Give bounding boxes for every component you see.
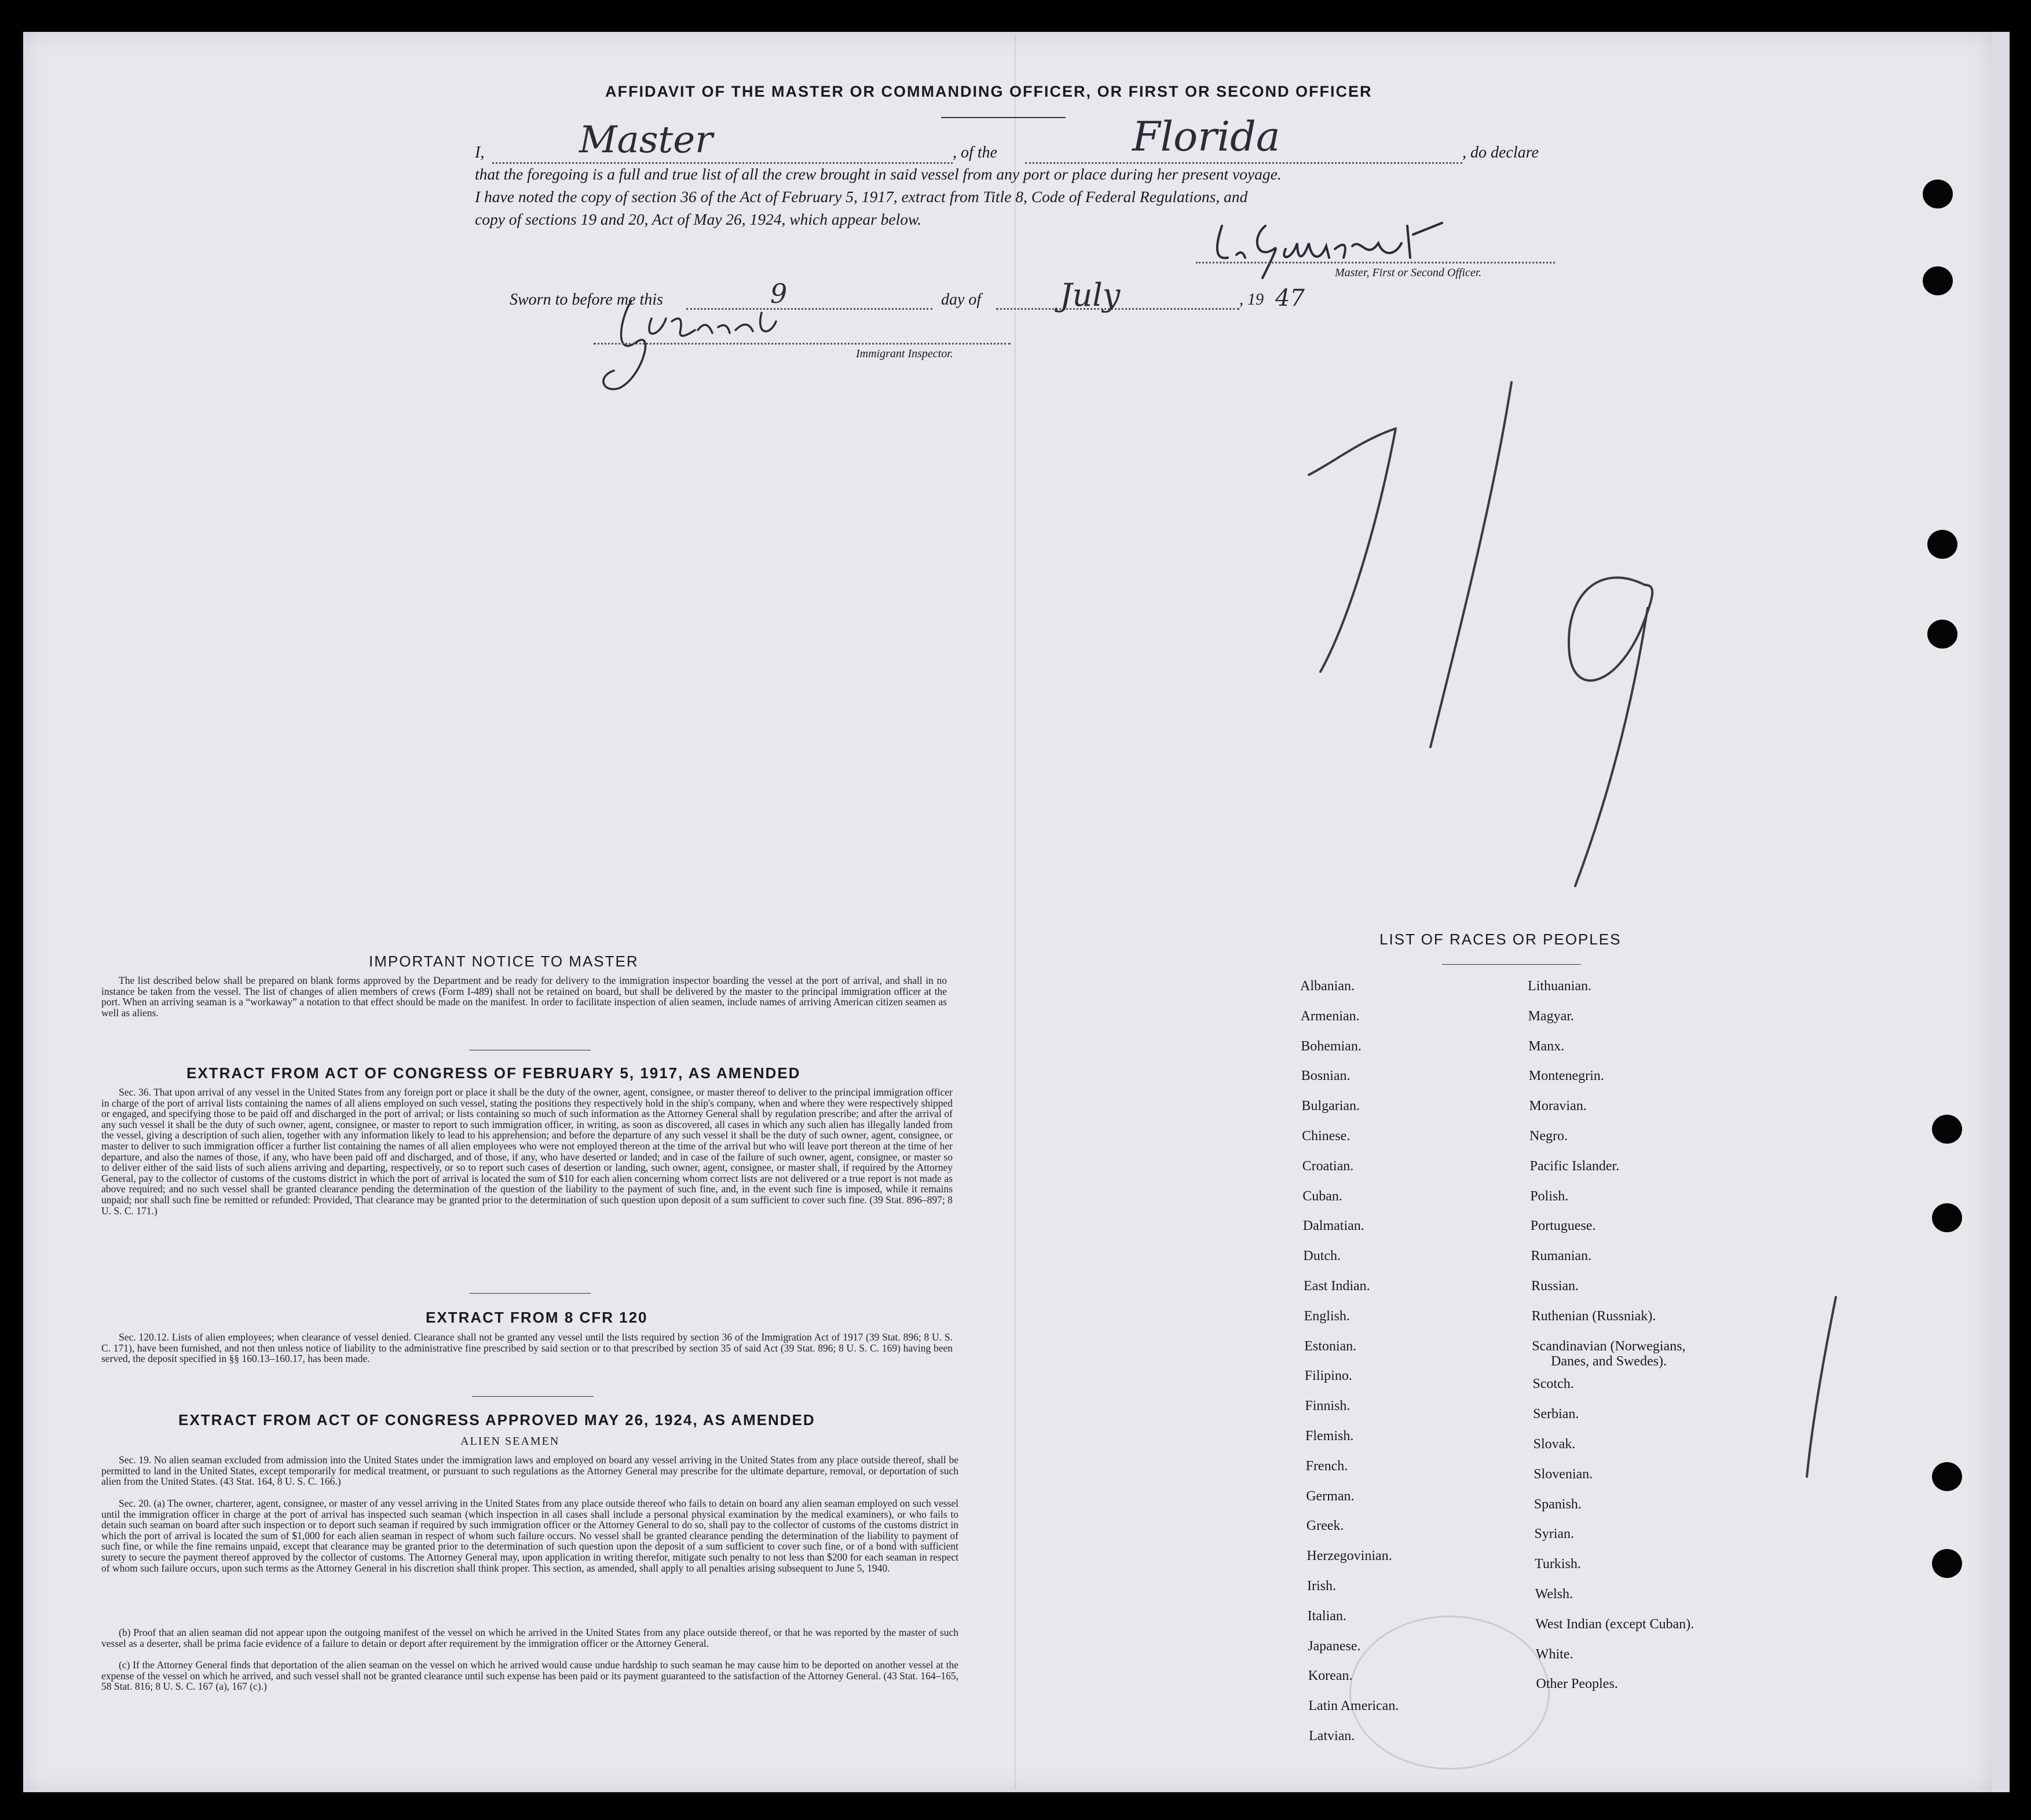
race-item: Estonian. <box>1304 1338 1357 1354</box>
race-item: Montenegrin. <box>1528 1068 1604 1084</box>
race-item: Pacific Islander. <box>1529 1158 1620 1174</box>
race-item: Magyar. <box>1528 1008 1574 1024</box>
notice-title: IMPORTANT NOTICE TO MASTER <box>369 953 639 970</box>
race-item: Japanese. <box>1308 1638 1361 1654</box>
races-rule <box>1442 964 1581 965</box>
punch-hole <box>1927 620 1957 649</box>
race-item: Ruthenian (Russniak). <box>1531 1308 1656 1324</box>
extract-1917-rule <box>469 1293 591 1294</box>
fold-line <box>1015 35 1016 1789</box>
race-item: Portuguese. <box>1530 1218 1596 1234</box>
inspector-caption: Immigrant Inspector. <box>856 347 953 360</box>
race-item: Negro. <box>1529 1129 1568 1144</box>
race-item: White. <box>1535 1646 1573 1662</box>
punch-hole <box>1932 1549 1962 1578</box>
race-item: Welsh. <box>1535 1587 1573 1602</box>
faded-stamp <box>1349 1616 1550 1770</box>
sec19-body: Sec. 19. No alien seaman excluded from admission into the United States under the immigration laws and employed on board any vessel arriving in the United States from any place outside thereof, shall be permitted to land in the United States, except temporarily for medical treatment, or pursuant to such regulations as the Attorney General may prescribe for the ultimate departure, removal, or deportation of such alien from the United States. (43 Stat. 164, 8 U. S. C. 166.) <box>101 1454 958 1488</box>
cfr-body: Sec. 120.12. Lists of alien employees; when clearance of vessel denied. Clearance shall not be granted any vessel until the lists required by section 36 of the Immigration Act of 1917 (39 Stat. 896; 8 U. S. C. 171), have been furnished, and not then unless notice of liability to the administrative fine prescribed by said section or to that prescribed by section 35 of said Act (39 Stat. 896; 8 U. S. C. 169) having been served, the deposit specified in §§ 160.13–160.17, has been made. <box>101 1331 953 1365</box>
race-item: Russian. <box>1531 1279 1579 1294</box>
punch-hole <box>1932 1203 1962 1232</box>
inspector-signature <box>597 295 805 394</box>
handwritten-mark-7-9 <box>1297 376 1691 898</box>
punch-hole <box>1932 1462 1962 1491</box>
affidavit-line3: I have noted the copy of section 36 of the Act of February 5, 1917, extract from Title 8, Code of Federal Regulations, and <box>475 188 1248 206</box>
race-item: Filipino. <box>1304 1368 1352 1384</box>
officer-handwritten: Master <box>579 119 713 162</box>
punch-hole <box>1927 530 1957 559</box>
race-item: Latin American. <box>1308 1698 1399 1714</box>
race-item: Cuban. <box>1302 1188 1342 1204</box>
race-item: Chinese. <box>1302 1129 1351 1144</box>
officer-fill <box>492 162 953 164</box>
sec20a-body: Sec. 20. (a) The owner, charterer, agent, consignee, or master of any vessel arriving in the United States from any place outside thereof who fails to detain on board any alien seaman employed on such vessel until the immigration officer in charge at the port of arrival has inspected such seaman (which inspection in all cases shall include a personal physical examination by the medical examiners), or who fails to detain such seaman on board after such inspection or to deport such seaman if required by such immigration officer or the Attorney General to do so, shall pay to the collector of customs of the customs district in which the port of arrival is located the sum of $1,000 for each alien seaman in respect of whom such failure occurs. No vessel shall be granted clearance pending the determination of the liability to payment of such fine, or while the fine remains unpaid, except that clearance may be granted prior to the determination of such question upon the deposit of a sum sufficient to cover such fine, or of a bond with sufficient surety to secure the payment thereof approved by the collector of customs. The Attorney General may, upon application in writing therefor, mitigate such penalty to not less than $200 for each seaman in respect of whom such failure occurs, upon such terms as the Attorney General in his discretion shall think proper. This section, as amended, shall apply to all penalties arising subsequent to June 5, 1940. <box>101 1497 958 1574</box>
race-item: German. <box>1306 1488 1355 1504</box>
race-item: Korean. <box>1308 1668 1353 1684</box>
race-item: Dalmatian. <box>1302 1218 1364 1234</box>
day-of-label: day of <box>941 291 982 309</box>
punch-hole <box>1932 1115 1962 1144</box>
race-item: English. <box>1304 1308 1350 1324</box>
sworn-label: Sworn to before me this <box>510 291 663 309</box>
inspector-fill <box>594 343 1011 345</box>
sec20c-body: (c) If the Attorney General finds that deportation of the alien seaman on the vessel on which he arrived would cause undue hardship to such seaman he may cause him to be deported on another vessel at the expense of the vessel on which he arrived, and such vessel shall not be granted clearance until such expense has been paid or its payment guaranteed to the satisfaction of the Attorney General. (43 Stat. 164–165, 58 Stat. 816; 8 U. S. C. 167 (a), 167 (c).) <box>101 1659 958 1693</box>
race-item: West Indian (except Cuban). <box>1535 1616 1695 1632</box>
race-item: Finnish. <box>1305 1398 1351 1414</box>
race-item: Slovak. <box>1533 1437 1576 1452</box>
title-rule <box>941 117 1066 118</box>
race-item: Danes, and Swedes). <box>1551 1353 1667 1369</box>
affidavit-of-the: , of the <box>953 144 997 162</box>
cfr-rule <box>472 1396 594 1397</box>
race-item: Croatian. <box>1302 1158 1354 1174</box>
affidavit-title: AFFIDAVIT OF THE MASTER OR COMMANDING OFFICER, OR FIRST OR SECOND OFFICER <box>605 83 1373 100</box>
races-title: LIST OF RACES OR PEOPLES <box>1379 931 1622 948</box>
year-suffix: 47 <box>1275 285 1305 312</box>
vessel-fill <box>1025 162 1462 164</box>
affidavit-declare: , do declare <box>1462 144 1539 162</box>
master-signature <box>1210 214 1558 272</box>
sworn-day: 9 <box>770 278 788 309</box>
race-item: Moravian. <box>1529 1098 1587 1114</box>
affidavit-line4: copy of sections 19 and 20, Act of May 26, 1924, which appear below. <box>475 210 922 228</box>
race-item: Flemish. <box>1305 1429 1354 1444</box>
race-item: Manx. <box>1528 1038 1565 1054</box>
race-item: Bohemian. <box>1301 1038 1362 1054</box>
race-item: Scandinavian (Norwegians, <box>1532 1338 1686 1354</box>
cfr-title: EXTRACT FROM 8 CFR 120 <box>426 1309 648 1326</box>
race-item: Slovenian. <box>1534 1466 1593 1482</box>
race-item: Bulgarian. <box>1301 1098 1360 1114</box>
race-item: Dutch. <box>1303 1248 1341 1264</box>
page-edge <box>1992 32 2010 1792</box>
race-item: Herzegovinian. <box>1307 1548 1392 1564</box>
race-item: Polish. <box>1530 1188 1569 1204</box>
race-item: Spanish. <box>1534 1496 1582 1512</box>
race-item: Irish. <box>1307 1579 1336 1594</box>
affidavit-line2: that the foregoing is a full and true list of all the crew brought in said vessel from any port or place during her present voyage. <box>475 165 1282 183</box>
extract-1924-title: EXTRACT FROM ACT OF CONGRESS APPROVED MAY 26, 1924, AS AMENDED <box>178 1411 815 1429</box>
race-item: Armenian. <box>1300 1008 1360 1024</box>
race-item: Latvian. <box>1309 1729 1355 1744</box>
affidavit-i: I, <box>475 144 485 162</box>
race-item: Serbian. <box>1533 1407 1579 1422</box>
race-item: East Indian. <box>1304 1279 1370 1294</box>
punch-hole <box>1923 180 1953 208</box>
race-item: Rumanian. <box>1531 1248 1592 1264</box>
race-item: French. <box>1305 1458 1348 1474</box>
race-item: Scotch. <box>1532 1376 1574 1392</box>
vessel-handwritten: Florida <box>1132 113 1280 160</box>
race-item: Greek. <box>1306 1518 1344 1534</box>
race-item: Albanian. <box>1300 979 1355 994</box>
race-item: Italian. <box>1307 1608 1346 1624</box>
race-item: Other Peoples. <box>1536 1676 1618 1692</box>
race-item: Syrian. <box>1534 1526 1575 1542</box>
sec20b-body: (b) Proof that an alien seaman did not appear upon the outgoing manifest of the vessel on which he arrived in the United States from any place outside thereof, or that he was reported by the master of such vessel as a deserter, shall be prima facie evidence of a failure to detain or deport after requirement by the immigration officer or the Attorney General. <box>101 1627 958 1649</box>
race-item: Bosnian. <box>1301 1068 1351 1084</box>
extract-1917-title: EXTRACT FROM ACT OF CONGRESS OF FEBRUARY 5, 1917, AS AMENDED <box>186 1064 801 1082</box>
race-item: Lithuanian. <box>1528 979 1591 994</box>
extract-1924-subtitle: ALIEN SEAMEN <box>460 1435 560 1448</box>
notice-body: The list described below shall be prepared on blank forms approved by the Department and be ready for delivery to the immigration inspector boarding the vessel at the port of arrival, and shall in no instance be taken from the vessel. The list of changes of alien members of crews (Form I-489) shall not be retained on board, but shall be delivered by the master to the principal immigration officer at the port. When an arriving seaman is a “workaway” a notation to that effect should be made on the manifest. In order to facilitate inspection of alien seamen, include names of arriving American citizen seamen as well as aliens. <box>101 975 947 1019</box>
signature-fill <box>1196 262 1555 263</box>
punch-hole <box>1923 266 1953 295</box>
race-item: Turkish. <box>1535 1557 1581 1572</box>
extract-1917-body: Sec. 36. That upon arrival of any vessel in the United States from any foreign port or place it shall be the duty of the owner, agent, consignee, or master thereof to deliver to the principal immigration officer in charge of the port of arrival lists containing the names of all aliens employed on such vessel, stating the positions they respectively hold in the ship's company, when and where they were respectively shipped or engaged, and specifying those to be paid off and discharged in the port of arrival; or lists containing so much of such information as the Attorney General shall by regulation prescribe; and after the arrival of any such vessel it shall be the duty of such owner, agent, consignee, or master to report to such immigration officer, in writing, as soon as discovered, all cases in which any such alien has illegally landed from the vessel, giving a description of such alien, together with any information likely to lead to his apprehension; and before the departure of any such vessel it shall be the duty of such owner, agent, consignee, or master to deliver to such immigration officer a further list containing the names of all alien employees who were not employed thereon at the time of the arrival but who will leave port thereon at the time of her departure, and also the names of those, if any, who have been paid off and discharged, and of those, if any, who have deserted or landed; and in case of the failure of such owner, agent, consignee, or master so to deliver either of the said lists of such aliens arriving and departing, respectively, or so to report such cases of desertion or landing, such owner, agent, consignee, or master shall, if required by the Attorney General, pay to the collector of customs of the customs district in which the port of arrival is located the sum of $10 for each alien concerning whom correct lists are not delivered or a true report is not made as above required; and no such vessel shall be granted clearance pending the determination of the question of the liability to the payment of such fine, and, in the event such fine is imposed, while it remains unpaid; nor shall such fine be remitted or refunded: Provided, That clearance may be granted prior to the determination of such question upon deposit of a sum sufficient to cover such fine. (39 Stat. 896–897; 8 U. S. C. 171.) <box>101 1086 953 1217</box>
signature-caption: Master, First or Second Officer. <box>1335 266 1482 279</box>
handwritten-stroke <box>1801 1291 1847 1482</box>
sworn-month: July <box>1060 277 1121 313</box>
year-prefix: , 19 <box>1239 291 1264 309</box>
